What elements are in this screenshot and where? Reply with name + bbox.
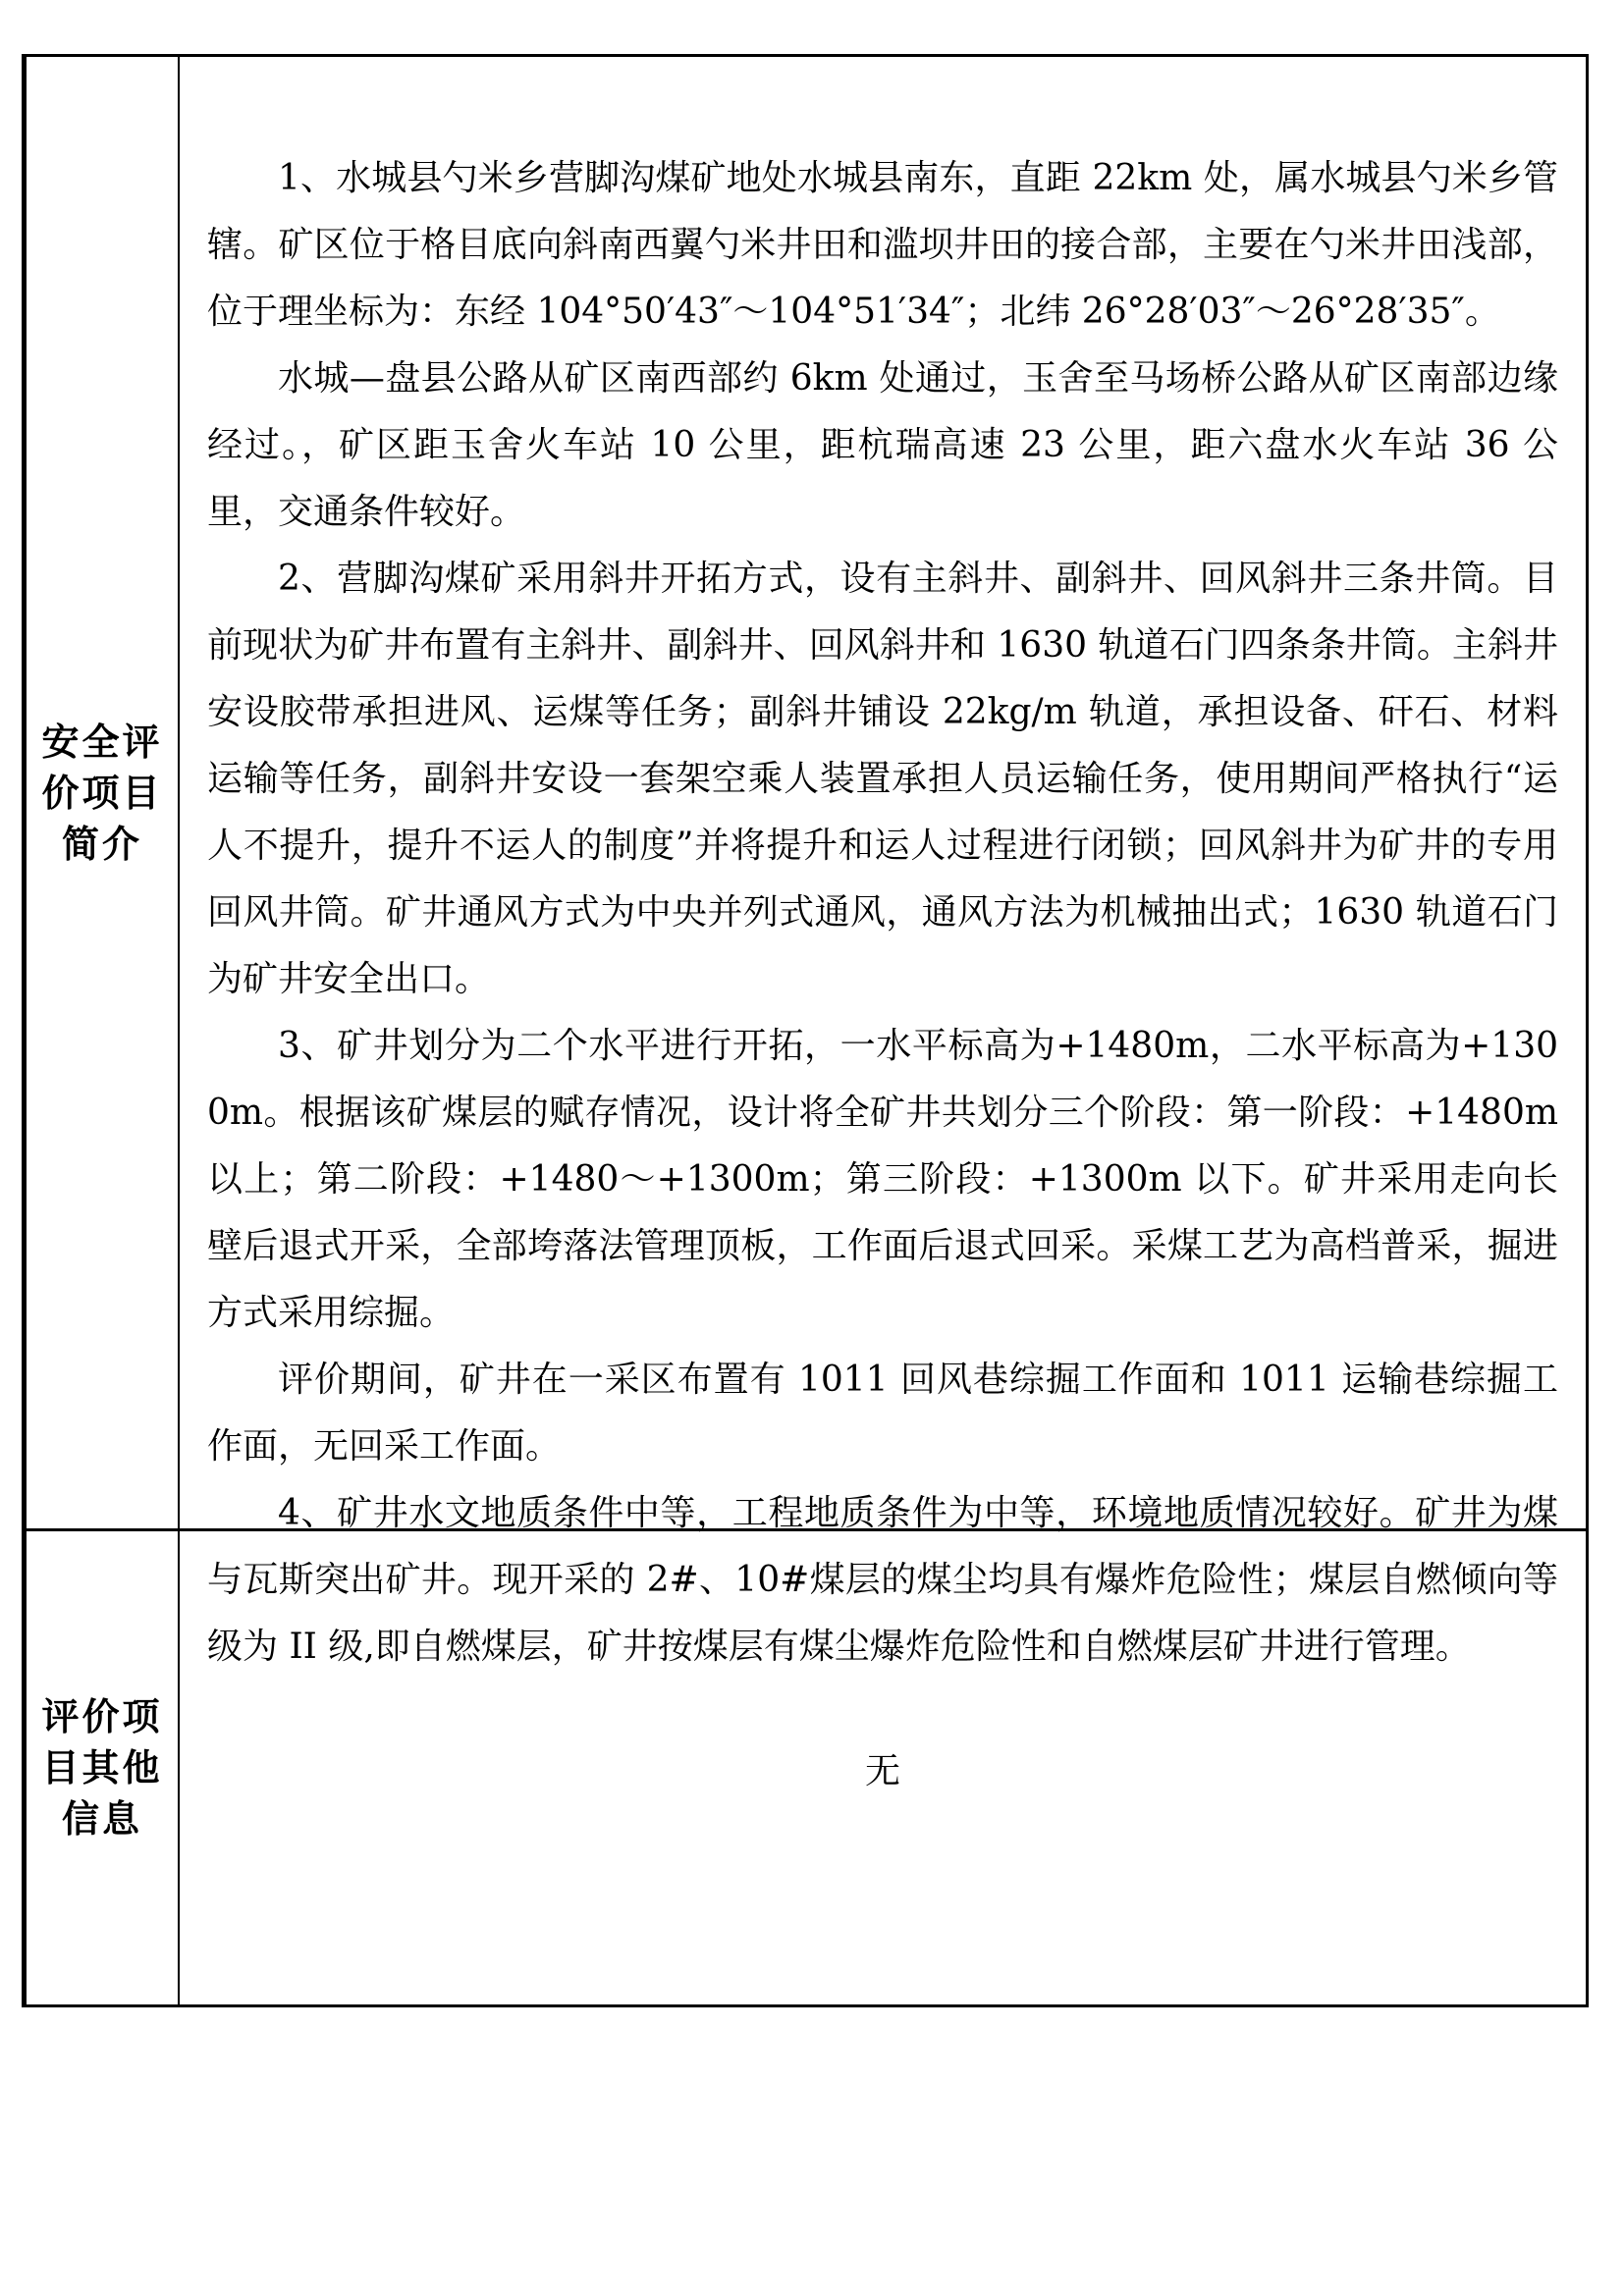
intro-paragraph-3: 2、营脚沟煤矿采用斜井开拓方式，设有主斜井、副斜井、回风斜井三条井筒。目前现状为矿井布置有主斜井、副斜井、回风斜井和 1630 轨道石门四条条井筒。主斜井安设胶带承担进风、运煤等任务；副斜井铺设 22kg/m 轨道，承担设备、矸石、材料运输等任务，副斜井安设一套架空乘人装置承担人员运输任务，使用期间严格执行“运人不提升，提升不运人的制度”并将提升和运人过程进行闭锁；回风斜井为矿井的专用回风井筒。矿井通风方式为中央并列式通风，通风方法为机械抽出式；1630 轨道石门为矿井安全出口。 — [207, 559, 1558, 999]
intro-paragraph-4: 3、矿井划分为二个水平进行开拓，一水平标高为+1480m，二水平标高为+1300m。根据该矿煤层的赋存情况，设计将全矿井共划分三个阶段：第一阶段：+1480m 以上；第二阶段：+1480～+1300m；第三阶段：+1300m 以下。矿井采用走向长壁后退式开采，全部垮落法管理顶板，工作面后退式回采。采煤工艺为高档普采，掘进方式采用综掘。 — [207, 1026, 1558, 1333]
table-row-other-info — [27, 1531, 1586, 2004]
other-info-value: 无 — [864, 1750, 900, 1791]
table-row-intro — [27, 57, 1586, 1667]
intro-paragraph-1: 1、水城县勺米乡营脚沟煤矿地处水城县南东，直距 22km 处，属水城县勺米乡管辖。矿区位于格目底向斜南西翼勺米井田和滥坝井田的接合部，主要在勺米井田浅部，位于理坐标为：东经 104°50′43″～104°51′34″；北纬 26°28′03″～26°28′35″。 — [207, 158, 1558, 332]
intro-content-cell — [180, 57, 1586, 1667]
other-info-label-cell — [27, 1531, 180, 2004]
intro-paragraph-5: 评价期间，矿井在一采区布置有 1011 回风巷综掘工作面和 1011 运输巷综掘工作面，无回采工作面。 — [207, 1360, 1558, 1467]
intro-label-cell — [27, 57, 180, 1528]
other-info-content-cell — [180, 1531, 1586, 2004]
evaluation-table — [22, 54, 1589, 2007]
intro-label: 安全评价项目简介 — [41, 719, 163, 866]
intro-paragraph-2: 水城—盘县公路从矿区南西部约 6km 处通过，玉舍至马场桥公路从矿区南部边缘经过。，矿区距玉舍火车站 10 公里，距杭瑞高速 23 公里，距六盘水火车站 36 公里，交通条件较好。 — [207, 358, 1558, 532]
intro-paragraph-6: 4、矿井水文地质条件中等，工程地质条件为中等，环境地质情况较好。矿井为煤与瓦斯突出矿井。现开采的 2#、10#煤层的煤尘均具有爆炸危险性；煤层自燃倾向等级为 II 级,即自燃煤层，矿井按煤层有煤尘爆炸危险性和自燃煤层矿井进行管理。 — [207, 1493, 1558, 1667]
other-info-label: 评价项目其他信息 — [41, 1694, 163, 1841]
